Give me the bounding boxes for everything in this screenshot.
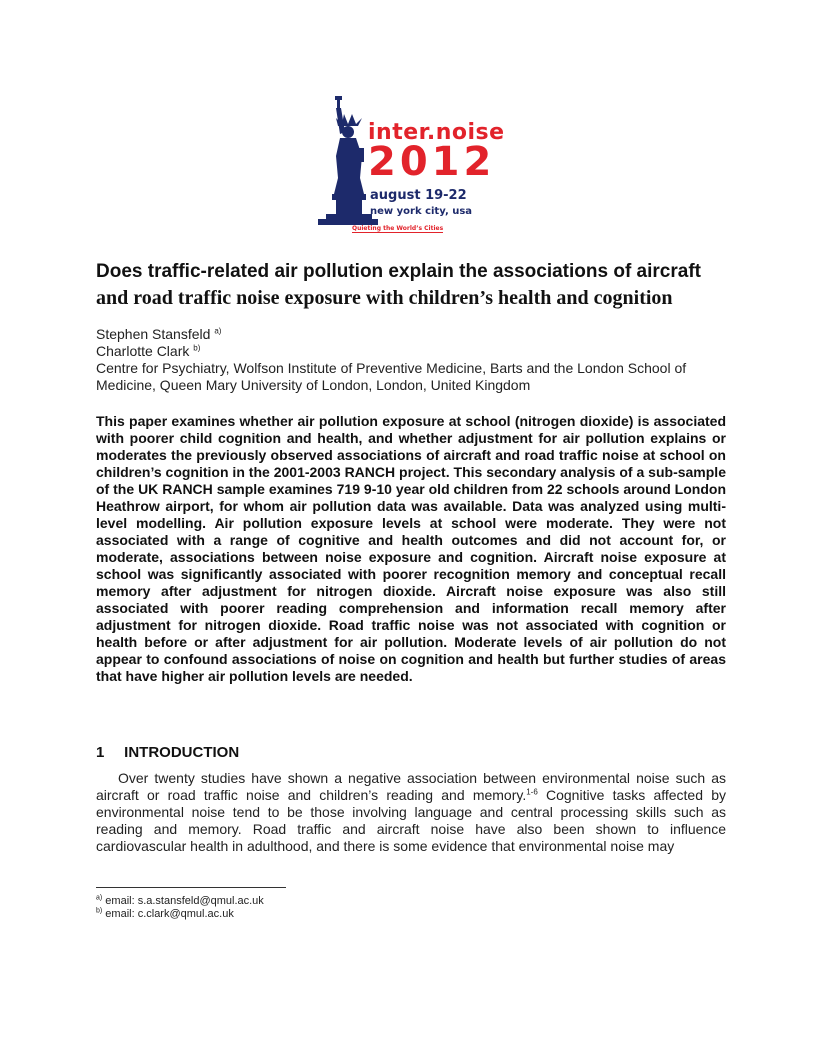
section-number: 1 xyxy=(96,744,105,761)
intro-text-before-citation: Over twenty studies have shown a negative association between environmental noise such as aircraft or road traffic noise and children’s reading and memory. xyxy=(96,770,726,803)
author-footnote-mark: b) xyxy=(193,343,201,353)
footnote-1 xyxy=(96,895,726,908)
citation-reference: 1-6 xyxy=(526,787,538,797)
footnote-2 xyxy=(96,908,726,921)
intro-text-after-citation: Cognitive tasks affected by environmental noise tend to be those involving language and central processing skills such as reading and memory. Road traffic and aircraft noise have also been shown to influence cardiovascular health in adulthood, and there is some evidence that environmental noise may xyxy=(96,787,726,854)
author-name: Stephen Stansfeld xyxy=(96,326,211,342)
footnote-divider xyxy=(96,887,286,888)
author-1 xyxy=(96,326,726,343)
affiliation: Centre for Psychiatry, Wolfson Institute of Preventive Medicine, Barts and the London School of Medicine, Queen Mary University of London, London, United Kingdom xyxy=(96,360,687,393)
footnote-email: email: s.a.stansfeld@qmul.ac.uk xyxy=(102,895,264,907)
conference-logo xyxy=(318,96,508,244)
logo-year: 2012 xyxy=(368,139,496,185)
paper-title xyxy=(96,259,724,311)
author-name: Charlotte Clark xyxy=(96,343,190,359)
footnote-mark: b) xyxy=(96,907,103,915)
abstract: This paper examines whether air pollution exposure at school (nitrogen dioxide) is associated with poorer child cognition and health, and whether adjustment for air pollution explains or moderates the previously observed associations of aircraft and road traffic noise at school on children’s cognition in the 2001-2003 RANCH project. This secondary analysis of a sub-sample of the UK RANCH sample examines 719 9-10 year old children from 22 schools around London Heathrow airport, for whom air pollution data was available. Data was analyzed using multi-level modelling. Air pollution exposure levels at school were moderate. They were not associated with a range of cognitive and health outcomes and did not account for, or moderate, associations between noise exposure and cognition. Aircraft noise exposure at school was significantly associated with poorer recognition memory and conceptual recall memory after adjustment for nitrogen dioxide. Aircraft noise exposure was also still associated with poorer reading comprehension and information recall memory after adjustment for nitrogen dioxide. Road traffic noise was not associated with cognition or health before or after adjustment for air pollution. Moderate levels of air pollution do not appear to confound associations of noise on cognition and health but further studies of areas that have higher air pollution levels are needed. xyxy=(96,413,726,684)
author-block xyxy=(96,326,726,394)
author-2 xyxy=(96,343,726,360)
logo-date: august 19-22 xyxy=(370,188,467,203)
footnote-email: email: c.clark@qmul.ac.uk xyxy=(102,908,234,920)
introduction-paragraph xyxy=(96,770,726,855)
section-heading xyxy=(96,744,239,761)
title-line-2: and road traffic noise exposure with children’s health and cognition xyxy=(96,287,673,309)
title-line-1: Does traffic-related air pollution explain the associations of aircraft xyxy=(96,261,701,282)
footnote-mark: a) xyxy=(96,894,103,902)
logo-conference-name: inter.noise xyxy=(368,120,505,145)
section-title: INTRODUCTION xyxy=(124,744,240,761)
logo-tagline: Quieting the World’s Cities xyxy=(352,225,444,232)
footnotes xyxy=(96,895,726,921)
author-footnote-mark: a) xyxy=(214,326,222,336)
logo-city: new york city, usa xyxy=(370,206,473,217)
